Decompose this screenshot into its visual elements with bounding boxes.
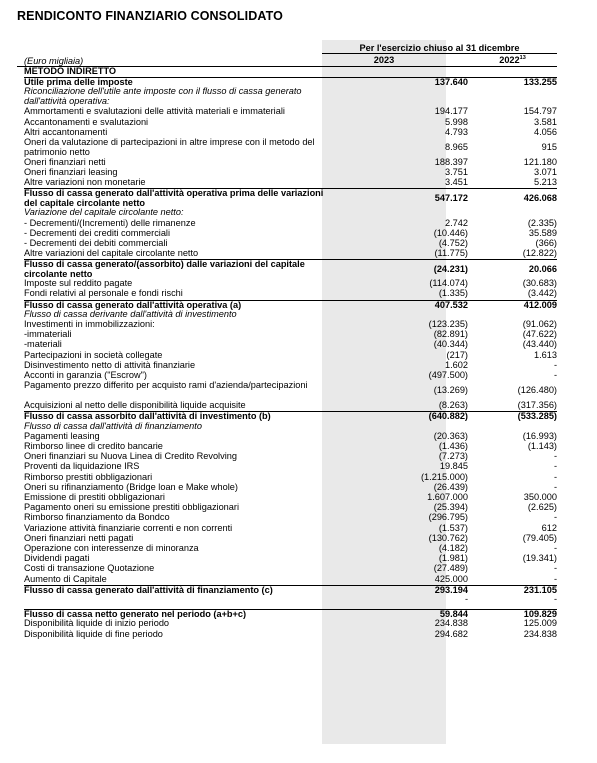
value-2022: - [553, 593, 557, 604]
page-title: RENDICONTO FINANZIARIO CONSOLIDATO [17, 9, 283, 23]
table-row [24, 595, 557, 605]
row-label: Flusso di cassa assorbito dall'attività di investimento (b) [24, 411, 271, 422]
value-2023: 407.532 [434, 299, 468, 310]
value-2022: 915 [541, 141, 557, 152]
row-label: METODO INDIRETTO [24, 66, 117, 76]
value-2023: (1.215.000) [421, 471, 468, 482]
value-2023: (4.752) [438, 237, 468, 248]
value-2023: (1.436) [438, 440, 468, 451]
value-2023: (1.335) [438, 288, 468, 299]
value-2022: (30.683) [522, 278, 557, 289]
table-row [24, 422, 557, 432]
value-2023: (296.795) [428, 512, 468, 523]
table-row [24, 320, 557, 330]
row-label: Variazione attività finanziarie correnti e non correnti [24, 522, 233, 533]
value-2023: 425.000 [434, 573, 468, 584]
row-label: Riconciliazione dell'utile ante imposte con il flusso di cassa generato dall'attività operativa: [24, 86, 302, 107]
row-label: Altre variazioni del capitale circolante netto [24, 248, 199, 259]
row-label: Flusso di cassa generato dall'attività operativa prima delle variazioni del capitale circolante netto [24, 188, 324, 209]
value-2023: (7.273) [438, 451, 468, 462]
value-2023: (217) [446, 349, 468, 360]
value-2022: (1.143) [527, 440, 557, 451]
value-2023: 1.607.000 [427, 491, 468, 502]
value-2023: (13.269) [433, 385, 468, 396]
value-2022: 121.180 [523, 156, 557, 167]
value-2023: (26.439) [433, 481, 468, 492]
value-2023: (1.981) [438, 553, 468, 564]
row-label: - Decrementi/(Incrementi) delle rimanenze [24, 217, 196, 228]
row-label: Aumento di Capitale [24, 573, 107, 584]
row-label: Acquisizioni al netto delle disponibilità liquide acquisite [24, 400, 246, 411]
table-row [24, 330, 557, 340]
value-2023: (25.394) [433, 502, 468, 513]
row-label: -materiali [24, 339, 62, 350]
value-2022: 3.071 [534, 167, 557, 177]
value-2022: - [553, 471, 557, 482]
column-header-2023: 2023 [373, 55, 395, 65]
row-label: Flusso di cassa generato/(assorbito) dalle variazioni del capitale circolante netto [24, 259, 305, 279]
row-label: Partecipazioni in società collegate [24, 349, 163, 360]
value-2023: 234.838 [434, 618, 468, 629]
row-label: Acconti in garanzia ("Escrow") [24, 370, 147, 380]
value-2022: 350.000 [523, 491, 557, 502]
value-2022: (43.440) [522, 339, 557, 350]
value-2023: (497.500) [428, 370, 468, 380]
table-row [24, 381, 557, 401]
value-2022: 35.589 [528, 227, 557, 238]
row-label: Altri accantonamenti [24, 126, 108, 137]
value-2023: (24.231) [433, 264, 468, 275]
value-2022: 4.056 [534, 126, 557, 137]
table-row [24, 249, 557, 259]
value-2023: 547.172 [434, 193, 468, 204]
value-2022: - [553, 512, 557, 523]
row-label: Pagamento prezzo differito per acquisto rami d'azienda/partecipazioni [24, 380, 308, 391]
value-2023: (123.235) [428, 319, 468, 329]
row-label: Investimenti in immobilizzazioni: [24, 319, 155, 329]
table-row [24, 619, 557, 629]
row-label: Accantonamenti e svalutazioni [24, 116, 149, 127]
row-label: Rimborso prestiti obbligazionari [24, 471, 153, 482]
value-2023: (20.363) [433, 430, 468, 441]
row-label: - Decrementi dei debiti commerciali [24, 237, 168, 248]
row-label: Operazione con interessenze di minoranza [24, 542, 199, 553]
table-row [24, 259, 557, 280]
value-2023: (4.182) [438, 542, 468, 553]
row-label: Oneri finanziari su Nuova Linea di Credito Revolving [24, 451, 237, 462]
value-2023: (1.537) [438, 522, 468, 533]
table-row [24, 630, 557, 640]
row-label: Rimborso finanziamento da Bondco [24, 512, 170, 523]
value-2022: (91.062) [522, 319, 557, 329]
row-label: Disponibilità liquide di fine periodo [24, 628, 163, 639]
row-label: Flusso di cassa netto generato nel periodo (a+b+c) [24, 609, 247, 620]
value-2023: 294.682 [434, 628, 468, 639]
value-2022: - [553, 563, 557, 574]
value-2022: (47.622) [522, 329, 557, 340]
row-label: Utile prima delle imposte [24, 77, 133, 88]
value-2022: 125.009 [523, 618, 557, 629]
value-2022: 412.009 [523, 299, 557, 310]
value-2022: (317.356) [517, 400, 557, 411]
value-2023: (130.762) [428, 532, 468, 543]
table-row [24, 289, 557, 299]
value-2022: (12.822) [522, 248, 557, 259]
row-label: Variazione del capitale circolante netto: [24, 207, 184, 218]
row-label: Oneri da valutazione di partecipazioni in altre imprese con il metodo del patrimonio netto [24, 136, 315, 157]
row-label: Disinvestimento netto di attività finanziarie [24, 359, 196, 370]
table-row [24, 67, 557, 77]
value-2022: 612 [541, 522, 557, 533]
value-2023: 8.965 [445, 141, 468, 152]
value-2023: 293.194 [434, 584, 468, 595]
value-2022: - [553, 359, 557, 370]
table-row [24, 208, 557, 218]
value-2023: 1.602 [445, 359, 468, 370]
value-2022: (3.442) [527, 288, 557, 299]
row-label: Imposte sul reddito pagate [24, 278, 133, 289]
value-2022: 109.829 [523, 609, 557, 620]
value-2022: 154.797 [523, 106, 557, 117]
row-label: Fondi relativi al personale e fondi rischi [24, 288, 183, 299]
value-2022: 5.213 [534, 177, 557, 188]
value-2023: 3.451 [445, 177, 468, 188]
table-row [24, 87, 557, 107]
row-label: Flusso di cassa generato dall'attività di finanziamento (c) [24, 584, 273, 595]
value-2023: 59.844 [439, 609, 468, 620]
table-row [24, 107, 557, 117]
value-2023: 5.998 [445, 116, 468, 127]
value-2023: 137.640 [434, 77, 468, 88]
value-2023: 4.793 [445, 126, 468, 137]
row-label: Proventi da liquidazione IRS [24, 461, 140, 472]
row-label: Disponibilità liquide di inizio periodo [24, 618, 170, 629]
value-2023: (10.446) [433, 227, 468, 238]
value-2022: (126.480) [517, 385, 557, 396]
row-label: Pagamenti leasing [24, 430, 100, 441]
units-label: (Euro migliaia) [24, 56, 84, 66]
value-2023: - [464, 593, 468, 604]
value-2022: 234.838 [523, 628, 557, 639]
column-header-2022: 2022$^{13}$ [499, 55, 526, 66]
table-row [24, 401, 557, 411]
row-label: Oneri finanziari leasing [24, 167, 118, 177]
row-label: -immateriali [24, 329, 72, 340]
row-label: Dividendi pagati [24, 553, 90, 564]
value-2022: - [553, 451, 557, 462]
table-row [24, 513, 557, 523]
value-2022: 3.581 [534, 116, 557, 127]
value-2022: (2.335) [527, 217, 557, 228]
value-2023: (11.775) [434, 248, 468, 259]
table-row [24, 462, 557, 472]
value-2022: 1.613 [534, 349, 557, 360]
table-row [24, 575, 557, 585]
value-2023: (40.344) [433, 339, 468, 350]
row-label: Ammortamenti e svalutazioni delle attività materiali e immateriali [24, 106, 285, 117]
value-2022: 20.066 [528, 264, 557, 275]
value-2023: (82.891) [433, 329, 468, 340]
value-2023: (27.489) [433, 563, 468, 574]
value-2023: (8.263) [438, 400, 468, 411]
header-rule [322, 53, 557, 54]
row-label: Oneri finanziari netti pagati [24, 532, 134, 543]
value-2022: (533.285) [517, 411, 557, 422]
row-label: Flusso di cassa dall'attività di finanziamento [24, 420, 202, 431]
period-header: Per l'esercizio chiuso al 31 dicembre [359, 43, 520, 53]
value-2022: - [553, 481, 557, 492]
value-2022: - [553, 573, 557, 584]
row-label: Oneri su rifinanziamento (Bridge loan e Make whole) [24, 481, 238, 492]
value-2023: 19.845 [439, 461, 468, 472]
value-2023: 188.397 [434, 156, 468, 167]
value-2023: (640.882) [428, 411, 468, 422]
row-label: Pagamento oneri su emissione prestiti obbligazionari [24, 502, 240, 513]
row-label: - Decrementi dei crediti commerciali [24, 227, 171, 238]
row-label: Flusso di cassa derivante dall'attività di investimento [24, 308, 237, 319]
value-2023: 194.177 [434, 106, 468, 117]
value-2022: (79.405) [522, 532, 557, 543]
row-label: Oneri finanziari netti [24, 156, 106, 167]
table-row [24, 178, 557, 188]
table-row [24, 544, 557, 554]
value-2023: 2.742 [445, 217, 468, 228]
value-2022: - [553, 370, 557, 380]
value-2022: 426.068 [523, 193, 557, 204]
row-label: Flusso di cassa generato dall'attività operativa (a) [24, 299, 242, 310]
value-2023: (114.074) [429, 278, 468, 289]
value-2022: (366) [535, 237, 557, 248]
value-2022: (2.625) [527, 502, 557, 513]
table-row [24, 188, 557, 209]
value-2022: (16.993) [522, 430, 557, 441]
table-row [24, 138, 557, 158]
value-2023: 3.751 [445, 167, 468, 177]
table-row [24, 564, 557, 574]
row-label: Costi di transazione Quotazione [24, 563, 155, 574]
value-2022: (19.341) [522, 553, 557, 564]
row-label: Altre variazioni non monetarie [24, 177, 146, 188]
value-2022: 133.255 [523, 77, 557, 88]
value-2022: - [553, 461, 557, 472]
value-2022: - [553, 542, 557, 553]
value-2022: 231.105 [523, 584, 557, 595]
row-label: Emissione di prestiti obbligazionari [24, 491, 165, 502]
row-label: Rimborso linee di credito bancarie [24, 440, 163, 451]
